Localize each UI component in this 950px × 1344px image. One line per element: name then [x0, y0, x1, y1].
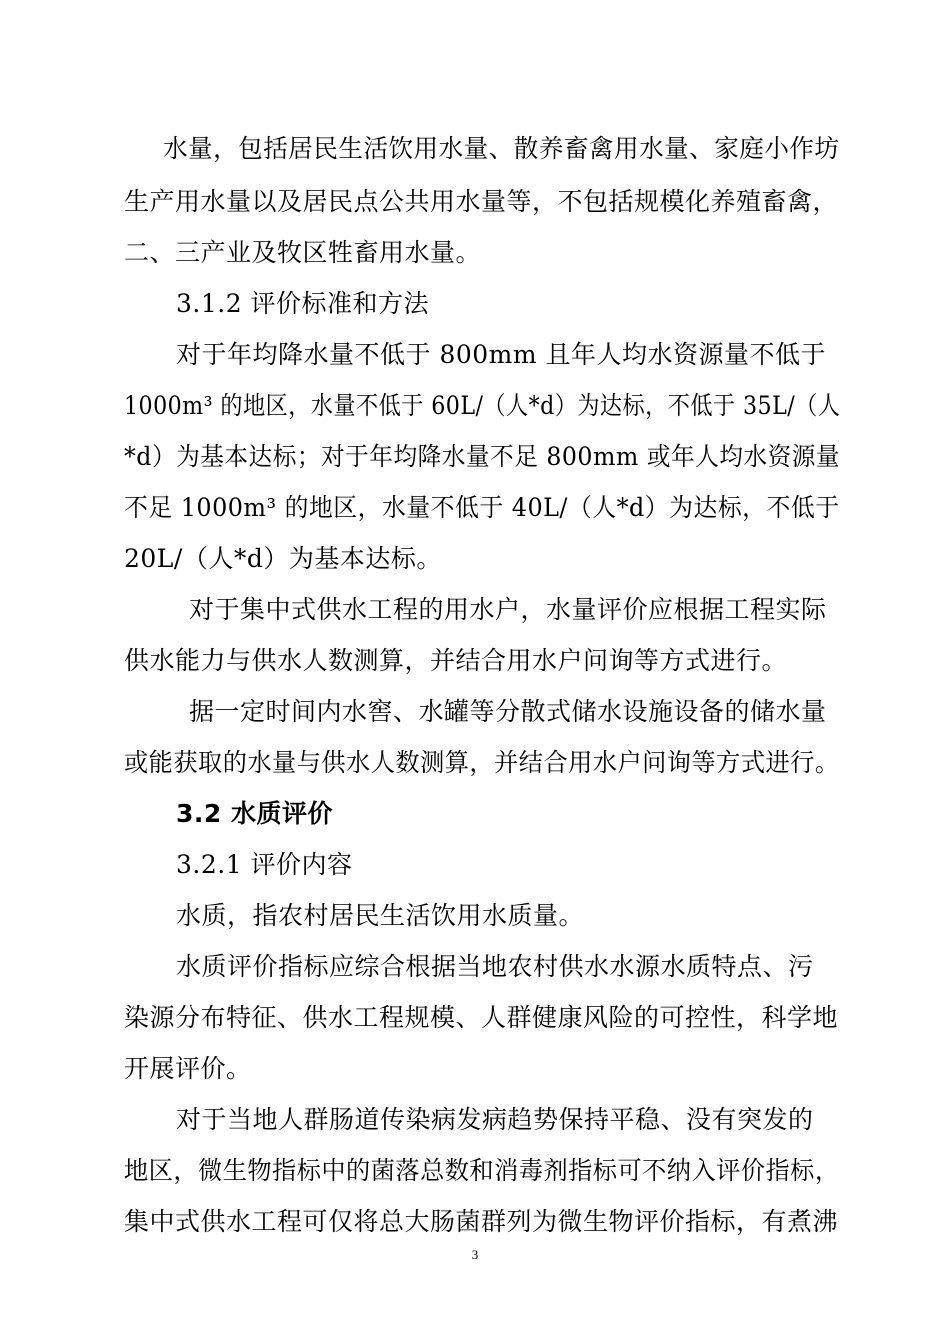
- section-heading-3-2: 3.2 水质评价: [176, 799, 333, 828]
- body-text-line: 水质评价指标应综合根据当地农村供水水源水质特点、污: [176, 952, 814, 981]
- section-heading-3-1-2: 3.1.2 评价标准和方法: [176, 289, 430, 318]
- body-text-line: 水质，指农村居民生活饮用水质量。: [176, 901, 585, 930]
- body-text-line: 对于年均降水量不低于 800mm 且年人均水资源量不低于: [176, 340, 827, 369]
- page-number: 3: [471, 1247, 479, 1262]
- body-text-line: 染源分布特征、供水工程规模、人群健康风险的可控性，科学地: [124, 1003, 839, 1032]
- body-text-line: 开展评价。: [124, 1054, 252, 1083]
- body-text-line: 对于集中式供水工程的用水户，水量评价应根据工程实际: [189, 595, 827, 624]
- body-text-line: 二、三产业及牧区牲畜用水量。: [124, 238, 482, 267]
- body-text-line: 对于当地人群肠道传染病发病趋势保持平稳、没有突发的: [176, 1105, 814, 1134]
- body-text-line: 供水能力与供水人数测算，并结合用水户问询等方式进行。: [124, 646, 788, 675]
- body-text-line: 1000m³ 的地区，水量不低于 60L/（人*d）为达标，不低于 35L/（人: [124, 391, 841, 420]
- body-text-line: 或能获取的水量与供水人数测算，并结合用水户问询等方式进行。: [124, 748, 840, 777]
- body-text-line: 生产用水量以及居民点公共用水量等，不包括规模化养殖畜禽，: [124, 187, 839, 216]
- body-text-line: 不足 1000m³ 的地区，水量不低于 40L/（人*d）为达标，不低于: [124, 493, 840, 522]
- section-heading-3-2-1: 3.2.1 评价内容: [176, 850, 353, 879]
- body-text-line: 水量，包括居民生活饮用水量、散养畜禽用水量、家庭小作坊: [163, 134, 840, 163]
- body-text-line: 地区，微生物指标中的菌落总数和消毒剂指标可不纳入评价指标，: [124, 1156, 840, 1185]
- body-text-line: 20L/（人*d）为基本达标。: [124, 544, 442, 573]
- body-text-line: *d）为基本达标；对于年均降水量不足 800mm 或年人均水资源量: [124, 442, 841, 471]
- body-text-line: 集中式供水工程可仅将总大肠菌群列为微生物评价指标，有煮沸: [124, 1207, 839, 1236]
- body-text-line: 据一定时间内水窖、水罐等分散式储水设施设备的储水量: [189, 697, 827, 726]
